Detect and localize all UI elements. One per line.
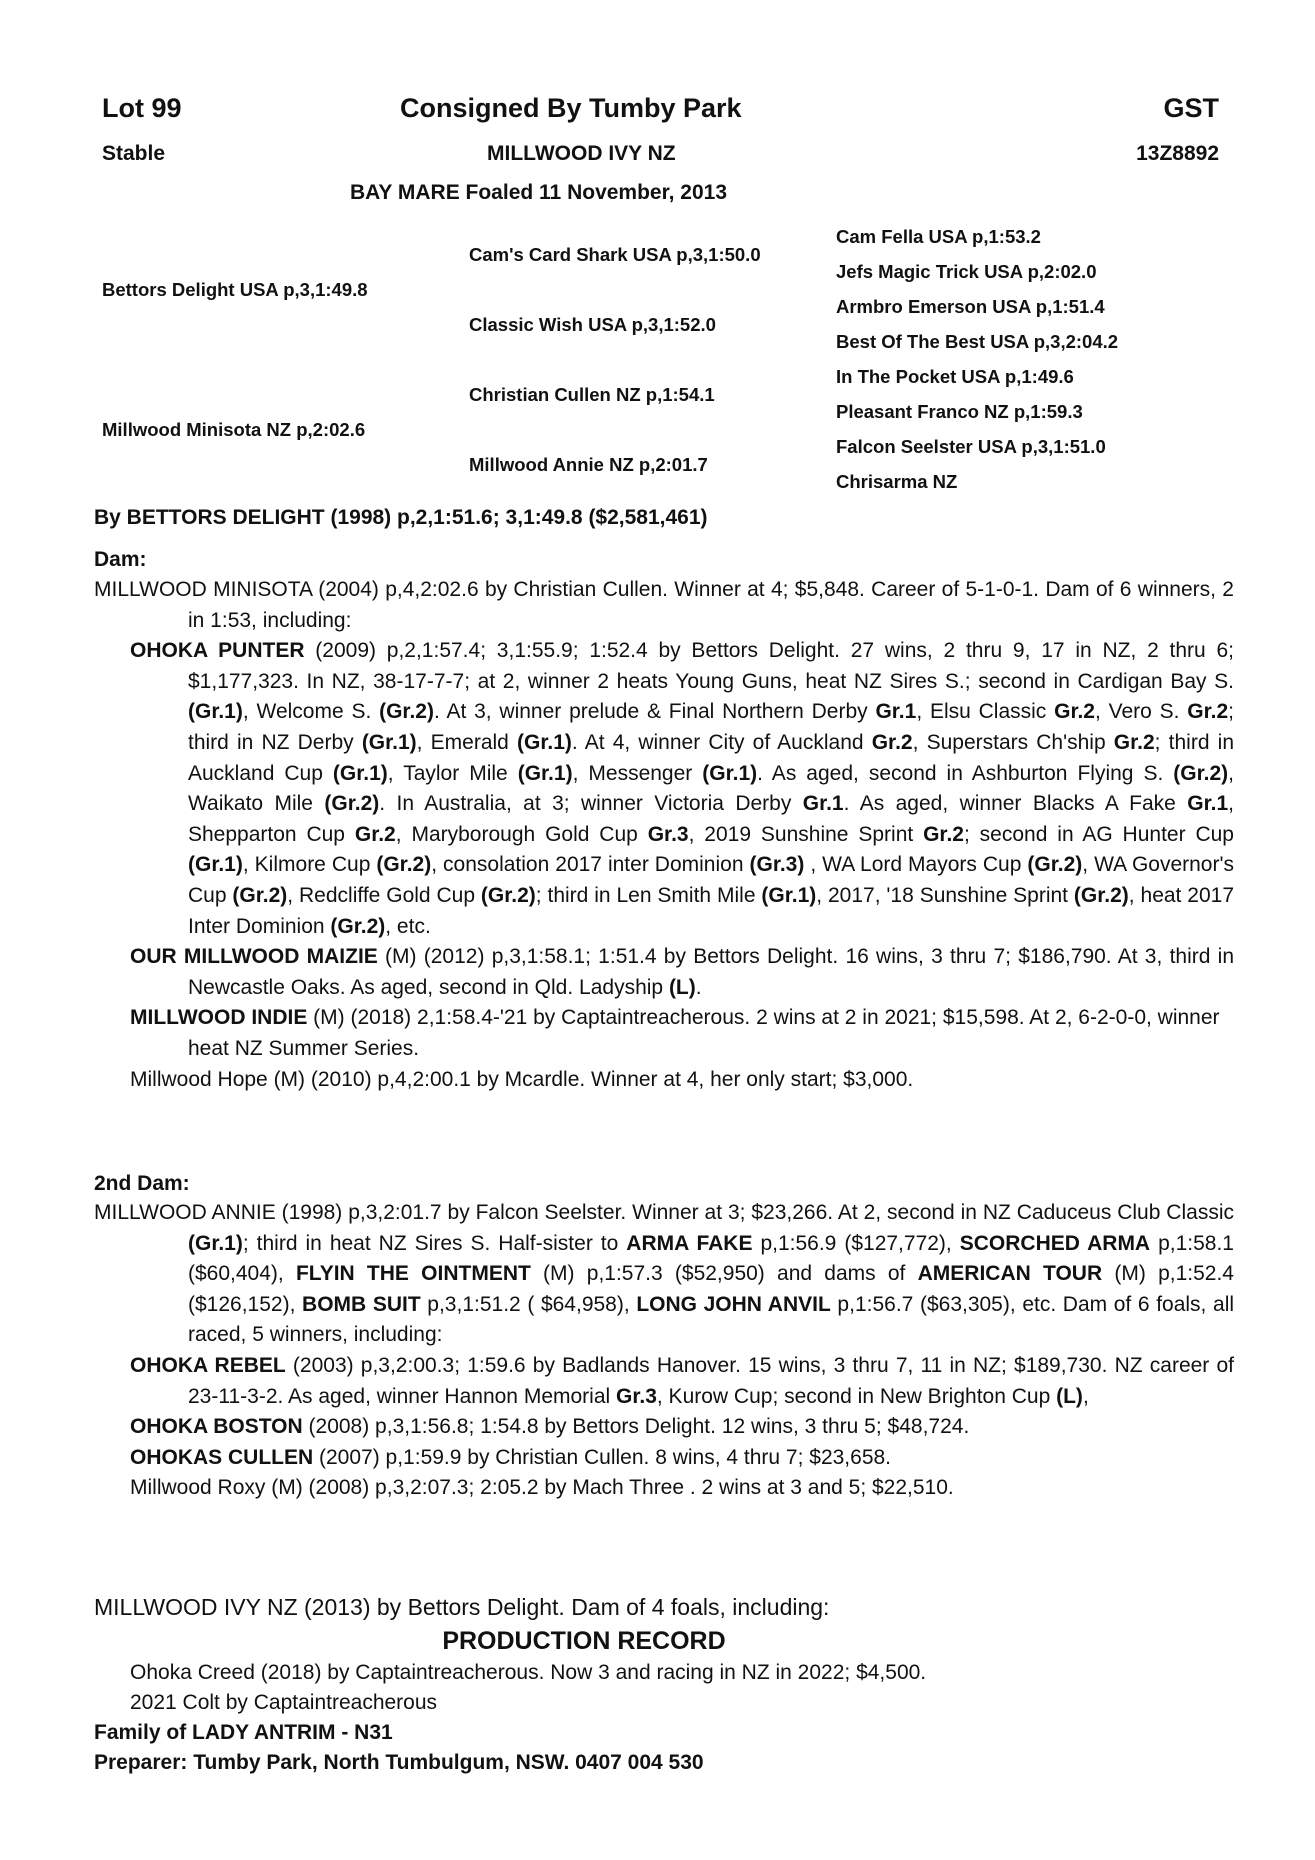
gst-label: GST xyxy=(1163,93,1219,123)
progeny-ohokas-cullen: OHOKAS CULLEN (2007) p,1:59.9 by Christian Cullen. 8 wins, 4 thru 7; $23,658. xyxy=(130,1445,892,1469)
pedigree-g3-8: Chrisarma NZ xyxy=(836,471,958,492)
production-item: 2021 Colt by Captaintreacherous xyxy=(130,1691,438,1714)
pedigree-sire-sire: Cam's Card Shark USA p,3,1:50.0 xyxy=(469,244,761,265)
production-item: Ohoka Creed (2018) by Captaintreacherous. Now 3 and racing in NZ in 2022; $4,500. xyxy=(130,1661,927,1684)
horse-name-bold: OHOKA PUNTER xyxy=(130,639,305,663)
production-record-heading: PRODUCTION RECORD xyxy=(442,1627,726,1655)
progeny-millwood-roxy: Millwood Roxy (M) (2008) p,3,2:07.3; 2:05.2 by Mach Three . 2 wins at 3 and 5; $22,510. xyxy=(130,1476,954,1500)
dam-section-body xyxy=(94,575,1234,1095)
pedigree-g3-6: Pleasant Franco NZ p,1:59.3 xyxy=(836,401,1083,422)
foaled-line: BAY MARE Foaled 11 November, 2013 xyxy=(350,181,728,204)
sire-line: By BETTORS DELIGHT (1998) p,2,1:51.6; 3,1:49.8 ($2,581,461) xyxy=(94,506,708,529)
family-line: Family of LADY ANTRIM - N31 xyxy=(94,1721,393,1744)
consignor-title: Consigned By Tumby Park xyxy=(400,93,742,123)
pedigree-g3-4: Best Of The Best USA p,3,2:04.2 xyxy=(836,331,1119,352)
progeny-ohoka-punter: OHOKA PUNTER (2009) p,2,1:57.4; 3,1:55.9; 1:52.4 by Bettors Delight. 27 wins, 2 thru 9, 17 in NZ, 2 thru 6; $1,177,323. In NZ, 38-17-7-7; at 2, winner 2 heats Young Guns, heat NZ Sires S.; second in Cardigan Bay S. (Gr.1), Welcome S. (Gr.2). At 3, winner prelude & Final Northern Derby Gr.1, Elsu Classic Gr.2, Vero S. Gr.2; third in NZ Derby (Gr.1), Emerald (Gr.1). At 4, winner City of Auckland Gr.2, Superstars Ch'ship Gr.2; third in Auckland Cup (Gr.1), Taylor Mile (Gr.1), Messenger (Gr.1). As aged, second in Ashburton Flying S. (Gr.2), Waikato Mile (Gr.2). In Australia, at 3; winner Victoria Derby Gr.1. As aged, winner Blacks A Fake Gr.1, Shepparton Cup Gr.2, Maryborough Gold Cup Gr.3, 2019 Sunshine Sprint Gr.2; second in AG Hunter Cup (Gr.1), Kilmore Cup (Gr.2), consolation 2017 inter Dominion (Gr.3) , WA Lord Mayors Cup (Gr.2), WA Governor's Cup (Gr.2), Redcliffe Gold Cup (Gr.2); third in Len Smith Mile (Gr.1), 2017, '18 Sunshine Sprint (Gr.2), heat 2017 Inter Dominion (Gr.2), etc. xyxy=(130,639,1235,938)
brand-number: 13Z8892 xyxy=(1136,142,1219,165)
pedigree-dam: Millwood Minisota NZ p,2:02.6 xyxy=(102,419,366,440)
preparer-line: Preparer: Tumby Park, North Tumbulgum, NSW. 0407 004 530 xyxy=(94,1751,704,1774)
production-intro: MILLWOOD IVY NZ (2013) by Bettors Delight. Dam of 4 foals, including: xyxy=(94,1594,830,1620)
progeny-millwood-indie: MILLWOOD INDIE (M) (2018) 2,1:58.4-'21 by Captaintreacherous. 2 wins at 2 in 2021; $15,598. At 2, 6-2-0-0, winner heat NZ Summer Series. xyxy=(130,1006,1220,1060)
pedigree-dam-dam: Millwood Annie NZ p,2:01.7 xyxy=(469,454,708,475)
progeny-ohoka-boston: OHOKA BOSTON (2008) p,3,1:56.8; 1:54.8 by Bettors Delight. 12 wins, 3 thru 5; $48,724. xyxy=(130,1415,970,1439)
pedigree-sire: Bettors Delight USA p,3,1:49.8 xyxy=(102,279,368,300)
pedigree-g3-5: In The Pocket USA p,1:49.6 xyxy=(836,366,1074,387)
dam-heading: Dam: xyxy=(94,548,147,571)
progeny-our-millwood-maizie: OUR MILLWOOD MAIZIE (M) (2012) p,3,1:58.1; 1:51.4 by Bettors Delight. 16 wins, 3 thru 7; $186,790. At 3, third in Newcastle Oaks. As aged, second in Qld. Ladyship (L). xyxy=(130,945,1234,999)
progeny-millwood-hope: Millwood Hope (M) (2010) p,4,2:00.1 by Mcardle. Winner at 4, her only start; $3,000. xyxy=(130,1067,914,1091)
second-dam-heading: 2nd Dam: xyxy=(94,1172,190,1195)
pedigree-sire-dam: Classic Wish USA p,3,1:52.0 xyxy=(469,314,716,335)
progeny-ohoka-rebel: OHOKA REBEL (2003) p,3,2:00.3; 1:59.6 by Badlands Hanover. 15 wins, 3 thru 7, 11 in NZ; $189,730. NZ career of 23-11-3-2. As aged, winner Hannon Memorial Gr.3, Kurow Cup; second in New Brighton Cup (L), xyxy=(130,1353,1234,1408)
horse-name: MILLWOOD IVY NZ xyxy=(487,142,676,165)
second-dam-intro: MILLWOOD ANNIE (1998) p,3,2:01.7 by Falcon Seelster. Winner at 3; $23,266. At 2, second in NZ Caduceus Club Classic (Gr.1); third in heat NZ Sires S. Half-sister to ARMA FAKE p,1:56.9 ($127,772), SCORCHED ARMA p,1:58.1 ($60,404), FLYIN THE OINTMENT (M) p,1:57.3 ($52,950) and dams of AMERICAN TOUR (M) p,1:52.4 ($126,152), BOMB SUIT p,3,1:51.2 ( $64,958), LONG JOHN ANVIL p,1:56.7 ($63,305), etc. Dam of 6 foals, all raced, 5 winners, including: xyxy=(94,1201,1235,1347)
stable-label: Stable xyxy=(102,142,166,165)
pedigree-g3-3: Armbro Emerson USA p,1:51.4 xyxy=(836,296,1105,317)
lot-number: Lot 99 xyxy=(102,93,182,123)
pedigree-dam-sire: Christian Cullen NZ p,1:54.1 xyxy=(469,384,715,405)
dam-intro: MILLWOOD MINISOTA (2004) p,4,2:02.6 by Christian Cullen. Winner at 4; $5,848. Career of 5-1-0-1. Dam of 6 winners, 2 in 1:53, including: xyxy=(94,578,1234,632)
pedigree-g3-2: Jefs Magic Trick USA p,2:02.0 xyxy=(836,261,1097,282)
second-dam-body xyxy=(94,1198,1234,1504)
pedigree-g3-1: Cam Fella USA p,1:53.2 xyxy=(836,226,1041,247)
pedigree-g3-7: Falcon Seelster USA p,3,1:51.0 xyxy=(836,436,1106,457)
